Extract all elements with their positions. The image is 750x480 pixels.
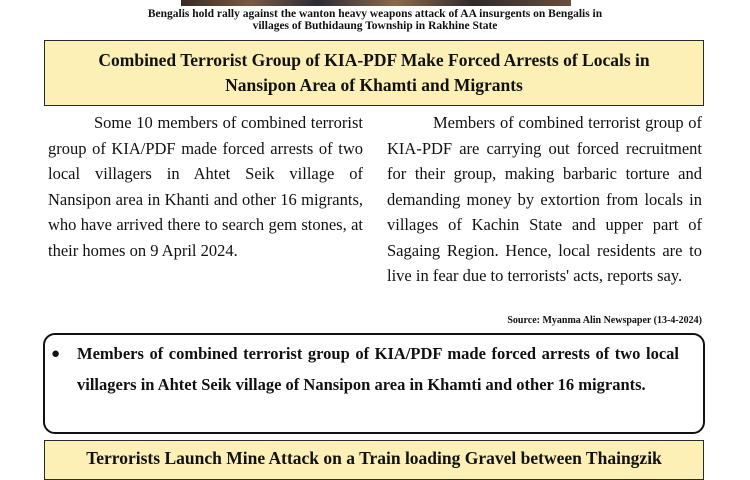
summary-box <box>43 333 705 434</box>
next-article-headline-box <box>44 440 704 480</box>
article-paragraph-right: Members of combined terrorist group of KIA-PDF are carrying out forced recruitment for their group, making barbaric torture and demanding money by extortion from locals in villages of Kachin State and upper part of Sagaing Region. Hence, local residents are to live in fear due to terrorists' acts, reports say. <box>387 113 702 285</box>
photo-caption-line-1: Bengalis hold rally against the wanton heavy weapons attack of AA insurgents on Bengalis in <box>147 8 603 20</box>
next-article-headline: Terrorists Launch Mine Attack on a Train loading Gravel between Thaingzik <box>86 448 662 468</box>
article-paragraph-left: Some 10 members of combined terrorist group of KIA/PDF made forced arrests of two local villagers in Ahtet Seik village of Nansipon area in Khanti and other 16 migrants, who have arrived there to search gem stones, at their homes on 9 April 2024. <box>48 113 363 260</box>
bullet-icon: ● <box>51 346 61 362</box>
article-source: Source: Myanma Alin Newspaper (13-4-2024) <box>507 315 702 326</box>
article-headline: Combined Terrorist Group of KIA-PDF Make Forced Arrests of Locals in Nansipon Area of Khamti and Migrants <box>98 50 650 95</box>
summary-item <box>51 339 679 400</box>
summary-list <box>51 339 679 400</box>
news-photo <box>181 0 571 6</box>
article-column-right <box>387 110 702 289</box>
article-headline-box <box>44 40 704 106</box>
photo-caption <box>60 8 690 32</box>
summary-text: Members of combined terrorist group of KIA/PDF made forced arrests of two local villagers in Ahtet Seik village of Nansipon area in Khamti and other 16 migrants. <box>77 344 679 394</box>
photo-caption-line-2: villages of Buthidaung Township in Rakhine State <box>252 20 498 32</box>
article-column-left <box>48 110 363 263</box>
